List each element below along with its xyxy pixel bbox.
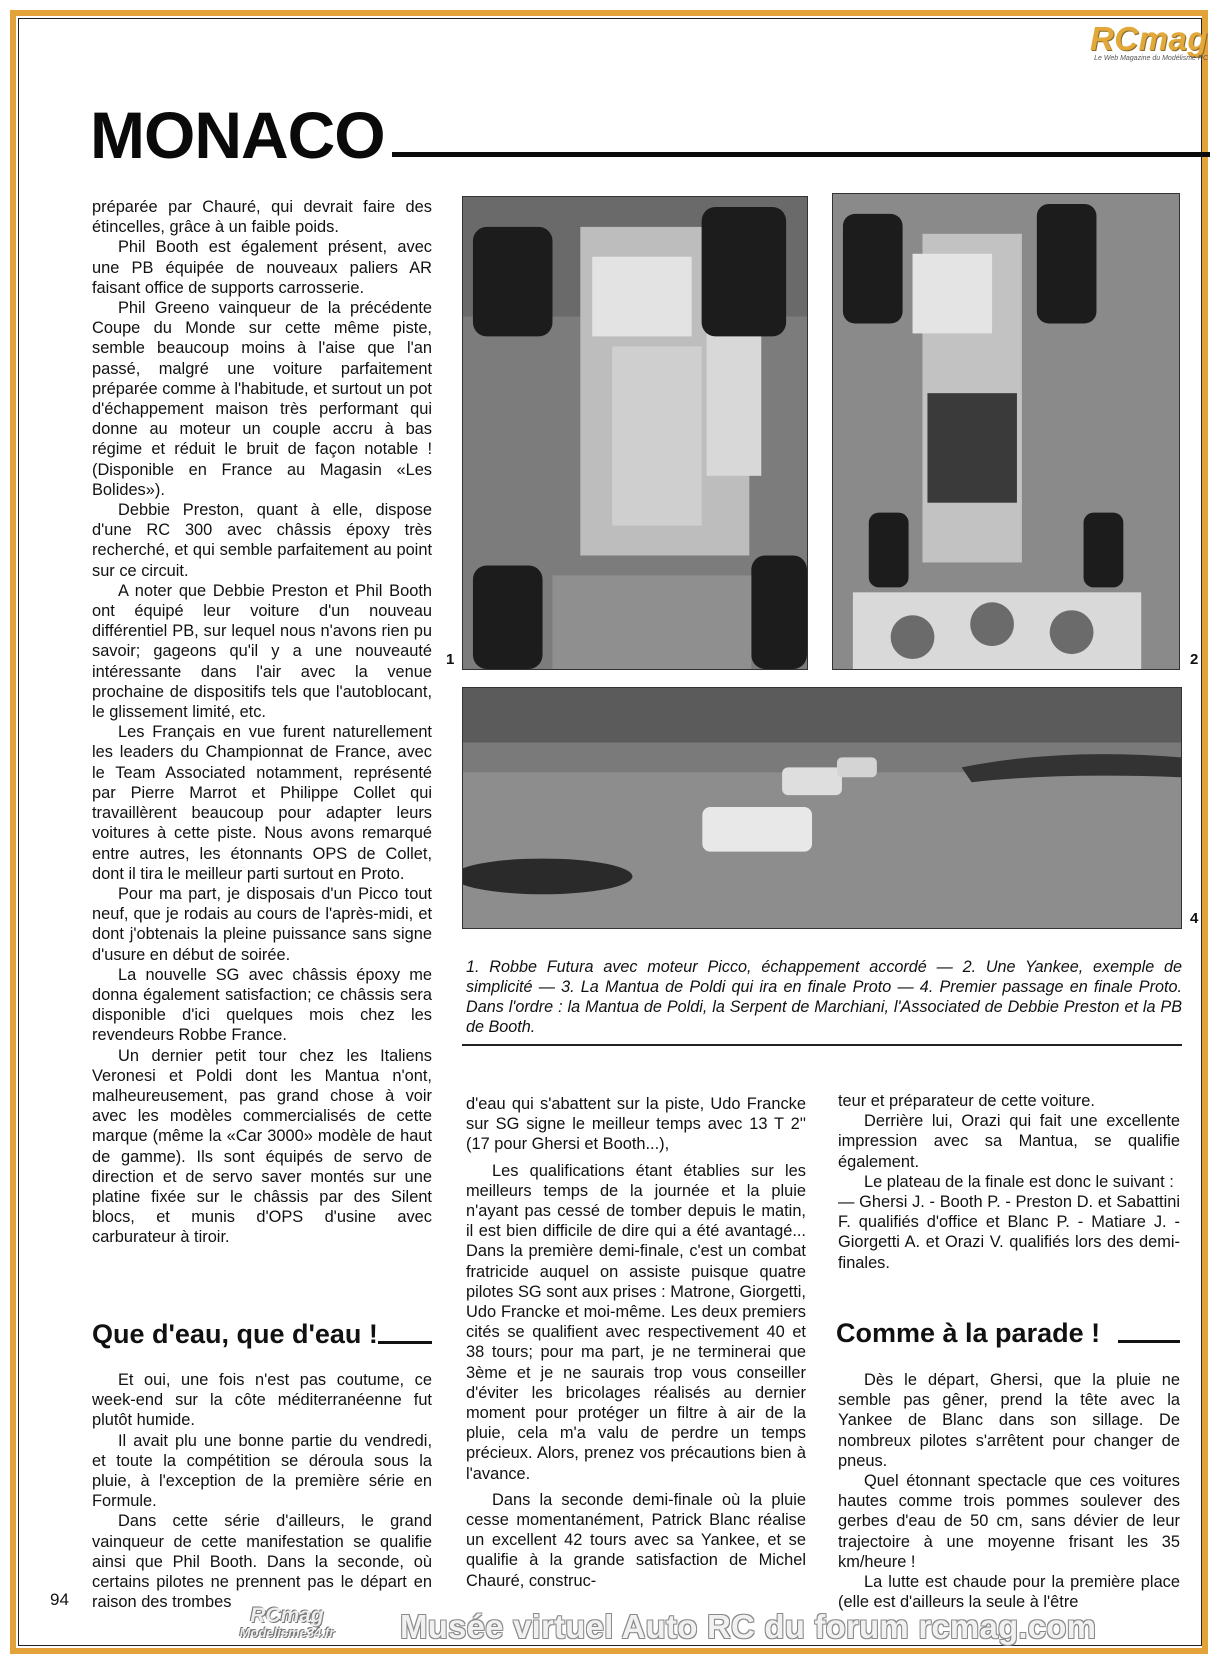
photo-number-1: 1 — [446, 651, 455, 668]
photo-2-yankee — [832, 193, 1180, 670]
watermark-rcmag: RCmag — [250, 1604, 324, 1627]
paragraph: Dans la seconde demi-finale où la pluie cesse momentanément, Patrick Blanc réalise un excellent 42 tours avec sa Yankee, et se qualifie à la grande satisfaction de Michel Chauré, construc- — [466, 1490, 806, 1590]
paragraph: Dans cette série d'ailleurs, le grand vainqueur de cette manifestation se qualifie ainsi que Phil Booth. Dans la seconde, où certains pilotes ne prennent pas le départ en raison des trombes — [92, 1512, 432, 1612]
paragraph: Derrière lui, Orazi qui fait une excellente impression avec sa Mantua, se qualifie également. — [838, 1112, 1180, 1171]
paragraph: Les qualifications étant établies sur les meilleurs temps de la journée et la pluie n'ayant pas cessé de tomber depuis le matin, il est bien difficile de dire qui a été avantagé... Dans la première demi-finale, c'est un combat fratricide auquel on assiste puisque quatre pilotes SG sont aux prises : Matrone, Giorgetti, Udo Francke et moi-même. Les deux premiers cités se qualifient avec respectivement 40 et 38 tours; pour ma part, je ne terminerai que 3ème et je ne saurais trop vous conseiller d'éviter les bricolages réalisés au dernier moment pour protéger un filtre à air de la pluie, cela m'a valu de perdre un temps précieux. Alors, prenez vos précautions bien à l'avance. — [466, 1161, 806, 1483]
paragraph: Un dernier petit tour chez les Italiens Veronesi et Poldi dont les Mantua n'ont, malheureusement, pas grand chose à voir avec les modèles commercialisés de cette marque (même la «Car 3000» modèle de haut de gamme). Ils sont équipés de servo de direction et de servo saver montés sur une platine fixée sur le châssis par des Silent blocs, et munis d'OPS d'usine avec carburateur à tiroir. — [92, 1046, 432, 1247]
section-2-body — [838, 1370, 1180, 1612]
photo-caption: 1. Robbe Futura avec moteur Picco, échappement accordé — 2. Une Yankee, exemple de simplicité — 3. La Mantua de Poldi qui ira en finale Proto — 4. Premier passage en finale Proto. Dans l'ordre : la Mantua de Poldi, la Serpent de Marchiani, l'Associated de Debbie Preston et la PB de Booth. — [466, 958, 1182, 1036]
photo-1-robbe-futura — [462, 196, 808, 670]
paragraph: Le plateau de la finale est donc le suivant : — [864, 1172, 1174, 1191]
section-heading-rule — [1118, 1340, 1180, 1343]
rcmag-logo — [1060, 20, 1208, 62]
column-1 — [92, 197, 432, 1248]
paragraph: Et oui, une fois n'est pas coutume, ce week-end sur la côte méditerranéenne fut plutôt humide. — [92, 1371, 432, 1430]
paragraph: La lutte est chaude pour la première place (elle est d'ailleurs la seule à l'être — [838, 1573, 1180, 1612]
photo-number-4: 4 — [1190, 910, 1199, 927]
logo-text: RCmag — [1089, 20, 1208, 57]
paragraph: teur et préparateur de cette voiture. — [838, 1092, 1095, 1110]
watermark-rcmag-modelisme34 — [212, 1604, 362, 1640]
logo-tagline: Le Web Magazine du Modélisme RC — [1094, 55, 1208, 62]
paragraph: Debbie Preston, quant à elle, dispose d'une RC 300 avec châssis époxy très recherché, et qui semble parfaitement au point sur ce circuit. — [92, 501, 432, 580]
watermark-musee-virtuel: Musée virtuel Auto RC du forum rcmag.com — [400, 1608, 1097, 1645]
section-heading-comme-a-la-parade: Comme à la parade ! — [836, 1318, 1101, 1348]
column-3 — [838, 1091, 1180, 1273]
paragraph: Pour ma part, je disposais d'un Picco tout neuf, que je rodais au cours de l'après-midi, et dont j'obtenais la pleine puissance sans signe d'usure en début de soirée. — [92, 884, 432, 964]
section-heading-que-deau: Que d'eau, que d'eau ! — [92, 1319, 378, 1349]
section-heading-rule — [378, 1341, 432, 1344]
watermark-modelisme34: Modelisme34.fr — [239, 1625, 335, 1640]
paragraph: Quel étonnant spectacle que ces voitures hautes comme trois pommes soulever des gerbes d'eau de 50 cm, sans dévier de leur trajectoire à une moyenne frisant les 35 km/heure ! — [838, 1472, 1180, 1571]
caption-rule — [462, 1044, 1182, 1046]
paragraph: Il avait plu une bonne partie du vendredi, et toute la compétition se déroula sous la pluie, à l'exception de la première série en Formule. — [92, 1431, 432, 1511]
paragraph: Dès le départ, Ghersi, que la pluie ne semble pas gêner, prend la tête avec la Yankee de Blanc dans son sillage. De nombreux pilotes s'arrêtent pour changer de pneus. — [838, 1371, 1180, 1470]
title-rule — [392, 152, 1210, 157]
column-2 — [466, 1094, 806, 1591]
paragraph: La nouvelle SG avec châssis époxy me donna également satisfaction; ce châssis sera disponible d'ici quelques mois chez les revendeurs Robbe France. — [92, 965, 432, 1045]
paragraph: Phil Booth est également présent, avec une PB équipée de nouveaux paliers AR faisant office de supports carrosserie. — [92, 238, 432, 297]
article-title: MONACO — [90, 98, 385, 172]
section-1-body — [92, 1370, 432, 1612]
page-number: 94 — [50, 1590, 69, 1609]
paragraph: Les Français en vue furent naturellement les leaders du Championnat de France, avec le Team Associated notamment, représenté par Pierre Marrot et Philippe Collet qui travaillèrent beaucoup pour adapter leurs voitures à cette piste. Nous avons remarqué entre autres, les étonnants OPS de Collet, dont il tira le meilleur parti surtout en Proto. — [92, 723, 432, 883]
paragraph: — Ghersi J. - Booth P. - Preston D. et Sabattini F. qualifiés d'office et Blanc P. - Matiare J. - Giorgetti A. et Orazi V. qualifiés lors des demi-finales. — [838, 1193, 1180, 1272]
paragraph: d'eau qui s'abattent sur la piste, Udo Francke sur SG signe le meilleur temps avec 13 T 2'' (17 pour Ghersi et Booth...), — [466, 1095, 806, 1154]
paragraph: préparée par Chauré, qui devrait faire des étincelles, grâce à un faible poids. — [92, 198, 432, 237]
photo-4-finale-proto — [462, 687, 1182, 929]
paragraph: A noter que Debbie Preston et Phil Booth ont équipé leur voiture d'un nouveau différentiel PB, sur lequel nous n'avons rien pu savoir; gageons qu'il y a une nouveauté intéressante dans l'air avec la venue prochaine de dispositifs tels que l'autoblocant, le glissement limité, etc. — [92, 581, 432, 722]
paragraph: Phil Greeno vainqueur de la précédente Coupe du Monde sur cette même piste, semble beaucoup moins à l'aise que l'an passé, malgré une voiture parfaitement préparée comme à l'habitude, et surtout un pot d'échappement maison très performant qui donne au moteur un couple accru à bas régime et réduit le bruit de façon notable ! (Disponible en France au Magasin «Les Bolides»). — [92, 299, 432, 499]
photo-number-2: 2 — [1190, 651, 1199, 668]
